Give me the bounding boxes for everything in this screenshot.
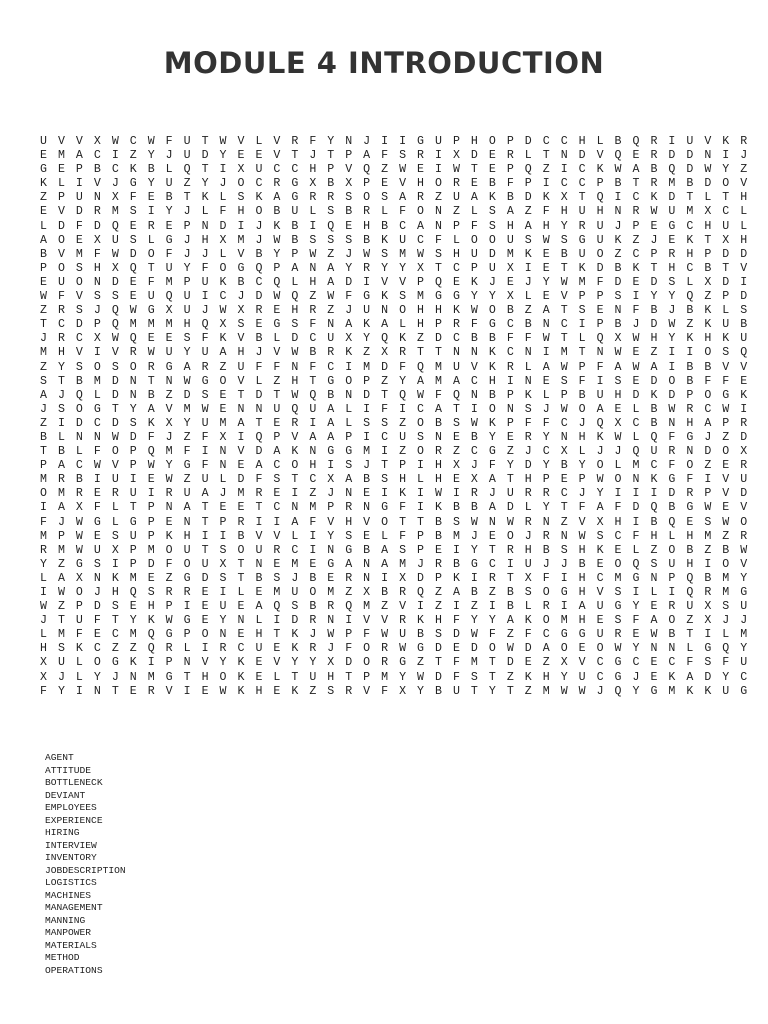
word-list-item: MANNING [45,914,86,926]
grid-row: Z P U N X F E B T K L S K A G R R S O S A R Z U A K B D K X T Q I C K D T L T H [40,191,750,205]
grid-row: I A X F L T P N A T E E T C N M P R N G F I K B B A D L Y T F A F D Q B G W E V [40,501,750,515]
grid-row: W F V S S E U Q U I C J D W Q Z W F G K S M G G Y Y X L E V P P S I Y Y Q Z P D [40,290,750,304]
grid-row: E M A C I Z Y J U D Y E E V T J T P A F S R I X D E R L T N D V Q E R D D N I J [40,149,750,163]
grid-row: J T U F T Y K W G E Y N L I D R N I V V R K H F Y Y A K O M H E S F A O Z X J J [40,614,750,628]
word-search-grid [40,135,749,699]
grid-row: F Y I N T E R V I E W K H E K Z S R V F X Y B U T Y T Z M W W J Q Y G M K K U G [40,684,750,698]
grid-row: J R C X W Q E E S F K V B L D C U X Y Q K Z D C B B F F W T L Q X W H Y K H K U [40,332,750,346]
grid-row: P A C W V P W Y G F N E A C O H I S J T P I H X J F Y D Y B Y O L M C F O Z E R [40,459,750,473]
grid-row: E U O N D E F M P U K B C Q L H A D I V V P Q E K J E J Y W M F D E D S L X D I [40,275,750,289]
grid-row: L A X N K M E Z G D S T B S J B E R N I X D P K I R T X F I H C M G N P Q B M Y [40,571,750,585]
grid-row: W Z P D S E H P I E U E A Q S B R Q M Z V I Z I Z I B L R I A U G Y E R U X S U [40,600,750,614]
grid-row: B V M F W D O F J J L V B Y P W Z J W S M W S H U D M K E B U O Z C P R H P D D [40,247,750,261]
word-list-item: MATERIALS [45,939,97,951]
grid-row: Y Z G S I P D F O U X T N E M E G A N A M J R B G C I U J J B E O Q S U H I O V [40,557,750,571]
word-list-item: INVENTORY [45,852,97,863]
grid-row: B L N N W D F J Z F X I Q P V A A P I C U S N E B Y E R Y N H K W L Q F G J Z D [40,430,750,444]
word-list-item: MANPOWER [45,927,92,938]
word-list-item: INTERVIEW [45,839,97,851]
grid-row: U V V X W C W F U T W V L V R F Y N J I I G U P H O P D C C H L B Q R I U V K R [40,135,750,148]
grid-row: M H V I V R W U Y U A H J V W B R K Z X R T T N N K C N I M T N W E Z I I O S Q [40,346,750,360]
grid-row: L M F E C M Q G P O N E H T K J W P F W U B S D W F Z F C G G U R E W B T I L M [40,628,750,642]
grid-row: M P W E S U P K H I I B V V L I Y S E L F P B M J E O J R N W S C F H L H M Z R [40,529,750,543]
word-list-item: AGENT [45,752,74,763]
grid-row: S T B M D N T N W G O V L Z H T G O P Z Y A M A C H I N E S F I S E D O B F F E [40,374,750,388]
word-list-item: EMPLOYEES [45,802,97,813]
grid-row: R M W U X P M O U T S O U R C I N G B A S P E I Y T R H B S H K E L Z O B Z B W [40,543,750,557]
word-list-item: METHOD [45,952,80,963]
word-list-item: LOGISTICS [45,877,97,888]
word-list-item: ATTITUDE [45,764,92,776]
grid-row: G E P B C K B L Q T I X U C C H P V Q Z W E I W T E P Q Z I C K W A B Q D W Y Z [40,163,750,177]
grid-row: F J W G L G P E N T P R I I A F V H V O T T B S W N W R N Z V X H I B Q E S W O [40,515,750,529]
word-list-item: JOBDESCRIPTION [45,864,126,876]
grid-row: X U L O G K I P N V Y K E V Y Y X D O R G Z T F M T D E Z X V C G C E C F S F U [40,656,750,670]
grid-row: Z R S J Q W G X U J W X R E H R Z J U N O H H K W O B Z A T S E N F B J B K L S [40,304,750,318]
grid-row: X J L Y J N M G T H O K E L T U H T P M Y W D F S T Z K H Y U C G J E K A D Y C [40,670,750,684]
grid-row: I W O J H Q S R R E I L E M U O M Z X B R Q Z A B Z B S O G H V S I L I Q R M G [40,586,750,599]
grid-row: T C D P Q M M M H Q X S E G S F N A K A L H P R F G C B N C I P B J D W Z K U B [40,318,750,332]
grid-row: Z I D C D S K X Y U M A T E R I A L S S Z O B S W K P F F C J Q X C B N H A P R [40,416,750,430]
word-list-item: MACHINES [45,889,92,901]
word-list-item: MANAGEMENT [45,902,103,913]
grid-row: K L I V J G Y U Z Y J O C R G X B X P E V H O R E B F P I C C P B T R M B D O V [40,177,750,191]
grid-row: Z Y S O S O R G A R Z U F F N F C I M D F Q M U V K R L A W P F A W A I B B V V [40,360,750,374]
grid-row: A J Q L D N B Z D S E T D T W Q B N D T Q W F Q N B P K L P B U H D K D P O G K [40,388,750,402]
grid-row: A O E X U S L G J H X M J W B S S S B K U C F L O O U S W S G U K Z J E K T X H [40,233,750,247]
grid-row: P O S H X Q T U Y F O G Q P A N A Y R Y Y X T C P U X I E T K D B K T H C B T V [40,261,750,275]
word-list-item: DEVIANT [45,789,86,801]
page-title: MODULE 4 INTRODUCTION [163,46,605,80]
grid-row: L D F D Q E R E P N D I J K B I Q E H B C A N P F S H A H Y R U J P E G C H U L [40,219,750,233]
grid-row: H S K C Z Z Q R L I R C U E K R J F O R W G D E D O W D A O E O W Y N N L G Q Y [40,642,750,656]
grid-row: J S O G T Y A V M W E N N U Q U A L I F I C A T I O N S J W O A E L B W R C W I [40,402,750,416]
word-list-item: HIRING [45,827,80,838]
word-list-item: EXPERIENCE [45,814,103,826]
word-list-item: OPERATIONS [45,964,103,976]
word-list-item: BOTTLENECK [45,777,103,788]
grid-row: E V D R M S I Y J L F H O B U L S B R L F O N Z L S A Z F H U H N R W U M X C L [40,205,750,219]
grid-row: T B L F O P Q M F I N V D A K N G G M I Z O R Z C G Z J C X L J J Q U R N D O X [40,445,750,459]
grid-row: M R B I U I E W Z U L D F S T C X A B S H L H E X A T H P E P W O N K G F I V U [40,473,750,487]
word-list [45,752,126,977]
grid-row: O M R E R U I R U A J M R E I Z J N E I K I W I R J U R R C J Y I I I D R P V D [40,487,750,501]
